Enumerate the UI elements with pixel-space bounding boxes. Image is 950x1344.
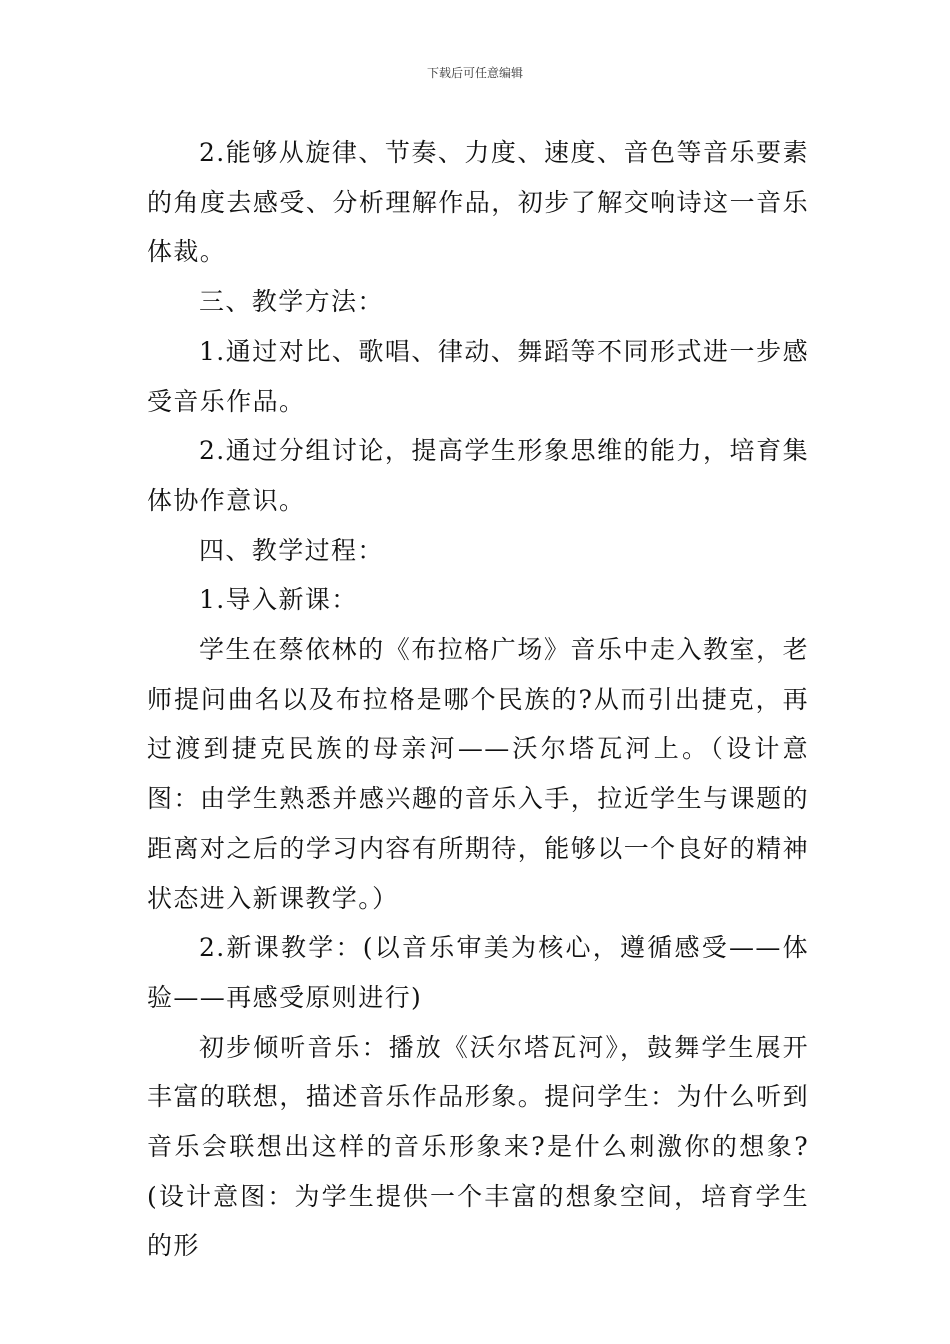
paragraph-objective-2: 2.能够从旋律、节奏、力度、速度、音色等音乐要素的角度去感受、分析理解作品，初步了解交响诗这一音乐体裁。 [147,138,809,267]
paragraph-method-1: 1.通过对比、歌唱、律动、舞蹈等不同形式进一步感受音乐作品。 [147,336,809,416]
subheading-lesson-intro: 1.导入新课： [199,585,358,615]
paragraph-lesson-intro: 学生在蔡依林的《布拉格广场》音乐中走入教室，老师提问曲名以及布拉格是哪个民族的?从而引出捷克，再过渡到捷克民族的母亲河——沃尔塔瓦河上。（设计意图：由学生熟悉并感兴趣的音乐入手，拉近学生与课题的距离对之后的学习内容有所期待，能够以一个良好的精神状态进入新课教学。） [147,635,809,913]
page-header: 下载后可任意编辑 [426,66,523,80]
subheading-new-lesson: 2.新课教学：(以音乐审美为核心，遵循感受——体验——再感受原则进行) [147,933,809,1012]
document-body [147,128,809,1271]
paragraph-initial-listening: 初步倾听音乐：播放《沃尔塔瓦河》，鼓舞学生展开丰富的联想，描述音乐作品形象。提问学生：为什么听到音乐会联想出这样的音乐形象来?是什么刺激你的想象?(设计意图：为学生提供一个丰富的想象空间，培育学生的形 [147,1032,809,1261]
section-heading-teaching-process: 四、教学过程： [199,535,384,565]
paragraph-method-2: 2.通过分组讨论，提高学生形象思维的能力，培育集体协作意识。 [147,436,809,515]
section-heading-teaching-methods: 三、教学方法： [199,287,384,317]
